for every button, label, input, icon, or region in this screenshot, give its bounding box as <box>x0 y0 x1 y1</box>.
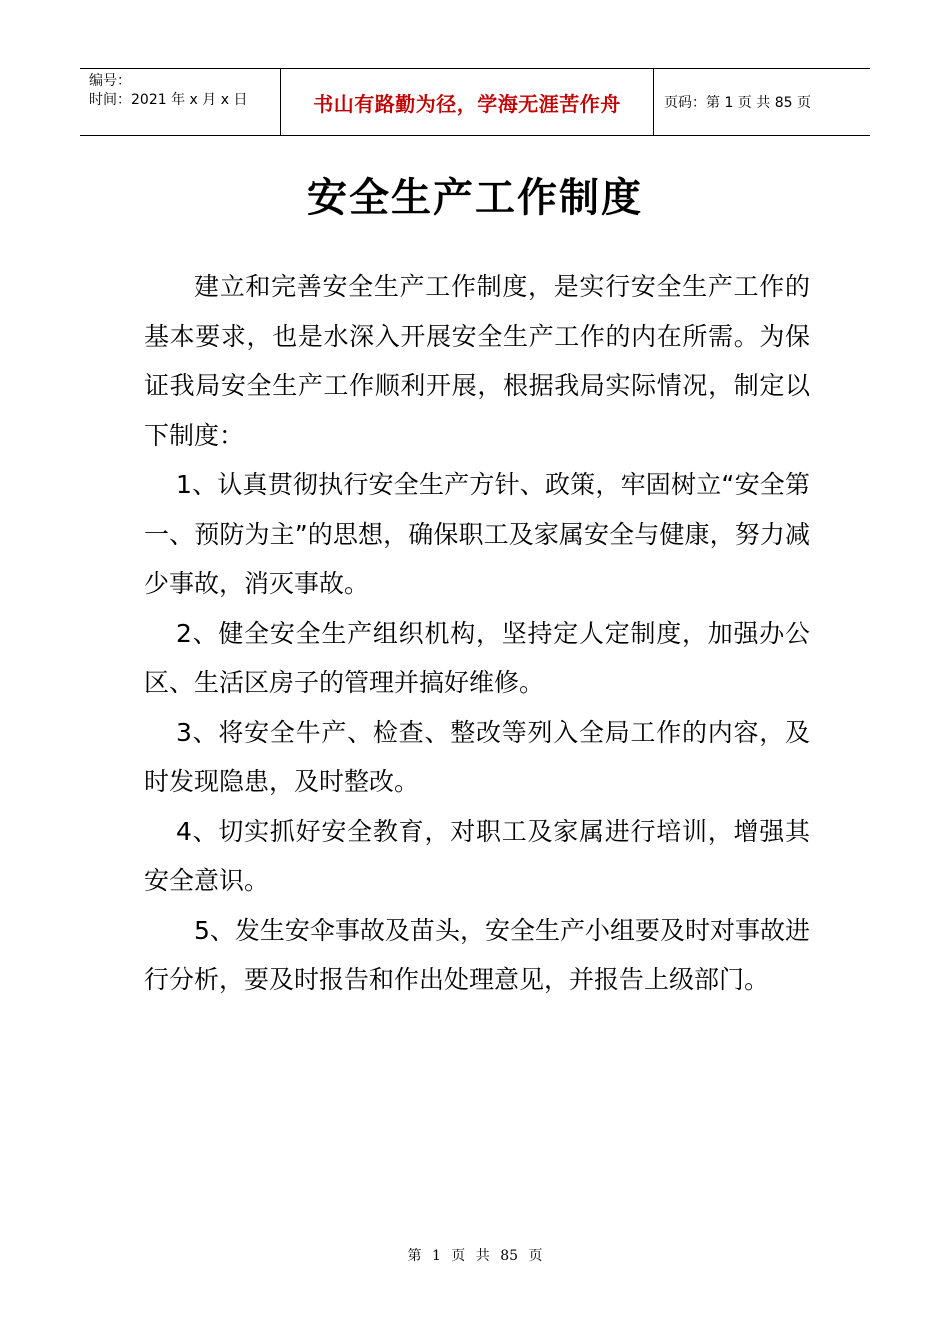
rule-item-2: 2、健全安全生产组织机构，坚持定人定制度，加强办公区、生活区房子的管理并搞好维修。 <box>144 618 810 697</box>
date-label: 时间：2021 年 x 月 x 日 <box>89 92 248 108</box>
header-motto-cell <box>281 69 654 135</box>
intro-paragraph: 建立和完善安全生产工作制度，是实行安全生产工作的基本要求，也是水深入开展安全生产工作的内在所需。为保证我局安全生产工作顺利开展，根据我局实际情况，制定以下制度： <box>144 272 810 450</box>
page-info: 页码：第 1 页 共 85 页 <box>664 95 811 111</box>
rule-item-4: 4、切实抓好安全教育，对职工及家属进行培训，增强其安全意识。 <box>144 816 810 895</box>
motto-text: 书山有路勤为径，学海无涯苦作舟 <box>313 91 621 116</box>
rule-item-1: 1、认真贯彻执行安全生产方针、政策，牢固树立“安全第一、预防为主”的思想，确保职工及家属安全与健康，努力减少事故，消灭事故。 <box>144 470 810 598</box>
header-meta <box>80 69 281 135</box>
header-page-cell <box>654 69 870 135</box>
document-title: 安全生产工作制度 <box>307 175 643 221</box>
document-body <box>144 262 810 1005</box>
rule-item-3: 3、将安全牛产、检查、整改等列入全局工作的内容，及时发现隐患，及时整改。 <box>144 717 810 796</box>
page-footer: 第 1 页 共 85 页 <box>407 1248 543 1264</box>
document-header <box>80 68 870 136</box>
serial-number-label: 编号： <box>89 73 131 89</box>
rule-item-5: 5、发生安伞事故及苗头，安全生产小组要及时对事故进行分析，要及时报告和作出处理意见，并报告上级部门。 <box>144 915 810 994</box>
